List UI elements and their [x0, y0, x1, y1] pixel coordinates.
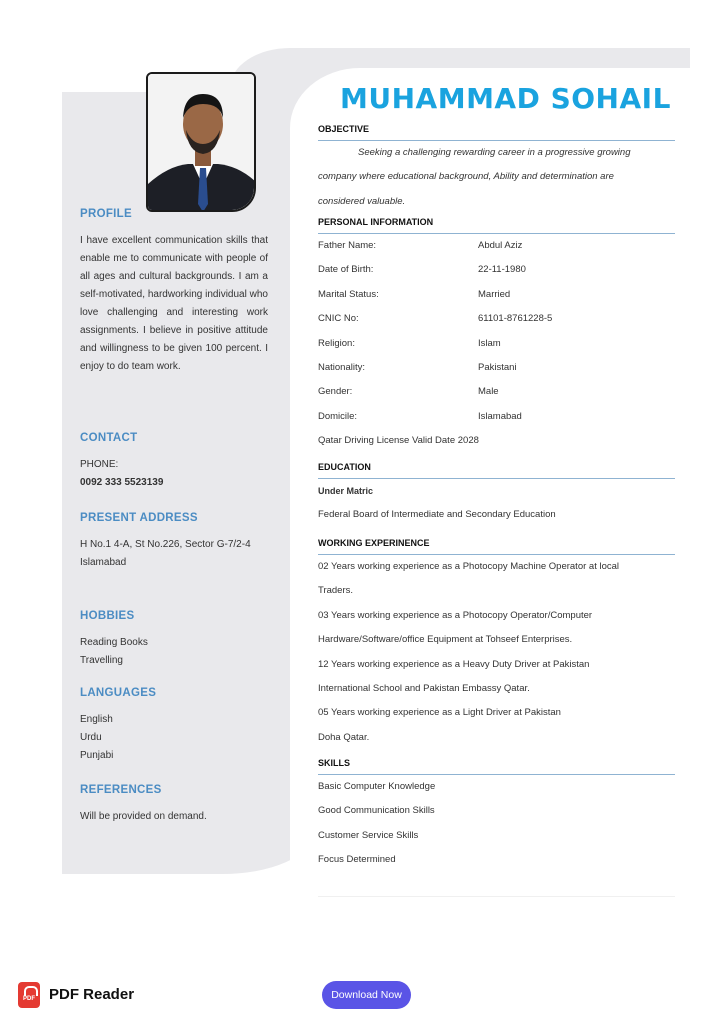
info-value: Islam [478, 337, 501, 349]
info-row [318, 380, 675, 404]
education-heading: EDUCATION [318, 462, 675, 479]
experience-line: 05 Years working experience as a Light Driver at Pakistan [318, 707, 561, 719]
profile-text: I have excellent communication skills that enable me to communicate with people of all ages and cultural backgrounds. I am a self-motivated, hardworking individual who love challenging and interesting work assignments. I believe in positive attitude and willingness to be given 100 percent. I enjoy to do team work. [80, 235, 268, 372]
download-now-button[interactable]: Download Now [322, 981, 411, 1009]
hobby-item: Travelling [80, 655, 123, 666]
objective-section [318, 124, 675, 214]
experience-line: 03 Years working experience as a Photocopy Operator/Computer [318, 609, 593, 621]
info-value: Islamabad [478, 410, 522, 422]
experience-line: Traders. [318, 585, 354, 597]
education-degree: Under Matric [318, 486, 374, 496]
info-key: Father Name: [318, 240, 377, 251]
candidate-name: MUHAMMAD SOHAIL [340, 82, 671, 115]
education-section [318, 462, 675, 528]
info-row [318, 234, 675, 258]
info-key: Date of Birth: [318, 264, 374, 276]
profile-heading: PROFILE [80, 208, 132, 220]
info-value: 61101-8761228-5 [478, 313, 553, 325]
driving-license: Qatar Driving License Valid Date 2028 [318, 435, 479, 447]
info-key: CNIC No: [318, 313, 359, 325]
info-value: Male [478, 386, 499, 398]
experience-line: Doha Qatar. [318, 731, 370, 743]
info-key: Domicile: [318, 410, 358, 422]
info-row [318, 332, 675, 356]
info-row [318, 258, 675, 282]
phone-label: PHONE: [80, 459, 119, 470]
experience-line: 02 Years working experience as a Photocopy Machine Operator at local [318, 561, 620, 572]
hobbies-heading: HOBBIES [80, 610, 135, 622]
divider [318, 896, 675, 897]
objective-line: company where educational background, Ability and determination are [318, 171, 614, 183]
skill-item: Focus Determined [318, 854, 396, 866]
language-item: Punjabi [80, 750, 114, 761]
objective-line: considered valuable. [318, 195, 406, 207]
hobbies-section [80, 610, 268, 670]
info-row [318, 356, 675, 380]
contact-section [80, 432, 268, 492]
references-heading: REFERENCES [80, 784, 162, 796]
experience-section [318, 538, 675, 750]
language-item: English [80, 714, 113, 725]
profile-section [80, 208, 268, 376]
language-item: Urdu [80, 732, 102, 743]
info-key: Nationality: [318, 362, 365, 374]
skills-heading: SKILLS [318, 758, 675, 775]
info-value: Abdul Aziz [478, 240, 523, 251]
languages-section [80, 687, 268, 765]
skills-section [318, 758, 675, 873]
pdf-reader-icon[interactable]: PDF [18, 982, 40, 1008]
info-value: 22-11-1980 [478, 264, 526, 276]
profile-photo [146, 72, 256, 212]
info-row [318, 405, 675, 429]
experience-heading: WORKING EXPERINENCE [318, 538, 675, 555]
references-section [80, 784, 268, 826]
references-text: Will be provided on demand. [80, 811, 207, 822]
info-row [318, 283, 675, 307]
info-value: Pakistani [478, 362, 517, 374]
contact-heading: CONTACT [80, 432, 138, 444]
experience-line: International School and Pakistan Embassy Qatar. [318, 683, 530, 695]
hobby-item: Reading Books [80, 637, 148, 648]
languages-heading: LANGUAGES [80, 687, 157, 699]
skill-item: Customer Service Skills [318, 829, 419, 841]
education-board: Federal Board of Intermediate and Secondary Education [318, 509, 556, 521]
address-section [80, 512, 268, 572]
info-key: Gender: [318, 386, 353, 398]
info-row [318, 307, 675, 331]
objective-line: Seeking a challenging rewarding career in a progressive growing [358, 147, 631, 158]
personal-info-heading: PERSONAL INFORMATION [318, 217, 675, 234]
personal-info-section [318, 217, 675, 454]
experience-line: 12 Years working experience as a Heavy Duty Driver at Pakistan [318, 658, 590, 670]
info-key: Marital Status: [318, 288, 379, 300]
address-heading: PRESENT ADDRESS [80, 512, 198, 524]
skill-item: Good Communication Skills [318, 805, 435, 817]
experience-line: Hardware/Software/office Equipment at Tohseef Enterprises. [318, 634, 573, 646]
objective-heading: OBJECTIVE [318, 124, 675, 141]
phone-number: 0092 333 5523139 [80, 477, 164, 488]
info-key: Religion: [318, 337, 355, 349]
pdf-reader-brand[interactable]: PDF Reader [49, 986, 135, 1003]
address-text: H No.1 4-A, St No.226, Sector G-7/2-4 Islamabad [80, 539, 251, 568]
skill-item: Basic Computer Knowledge [318, 781, 436, 792]
info-value: Married [478, 288, 511, 300]
